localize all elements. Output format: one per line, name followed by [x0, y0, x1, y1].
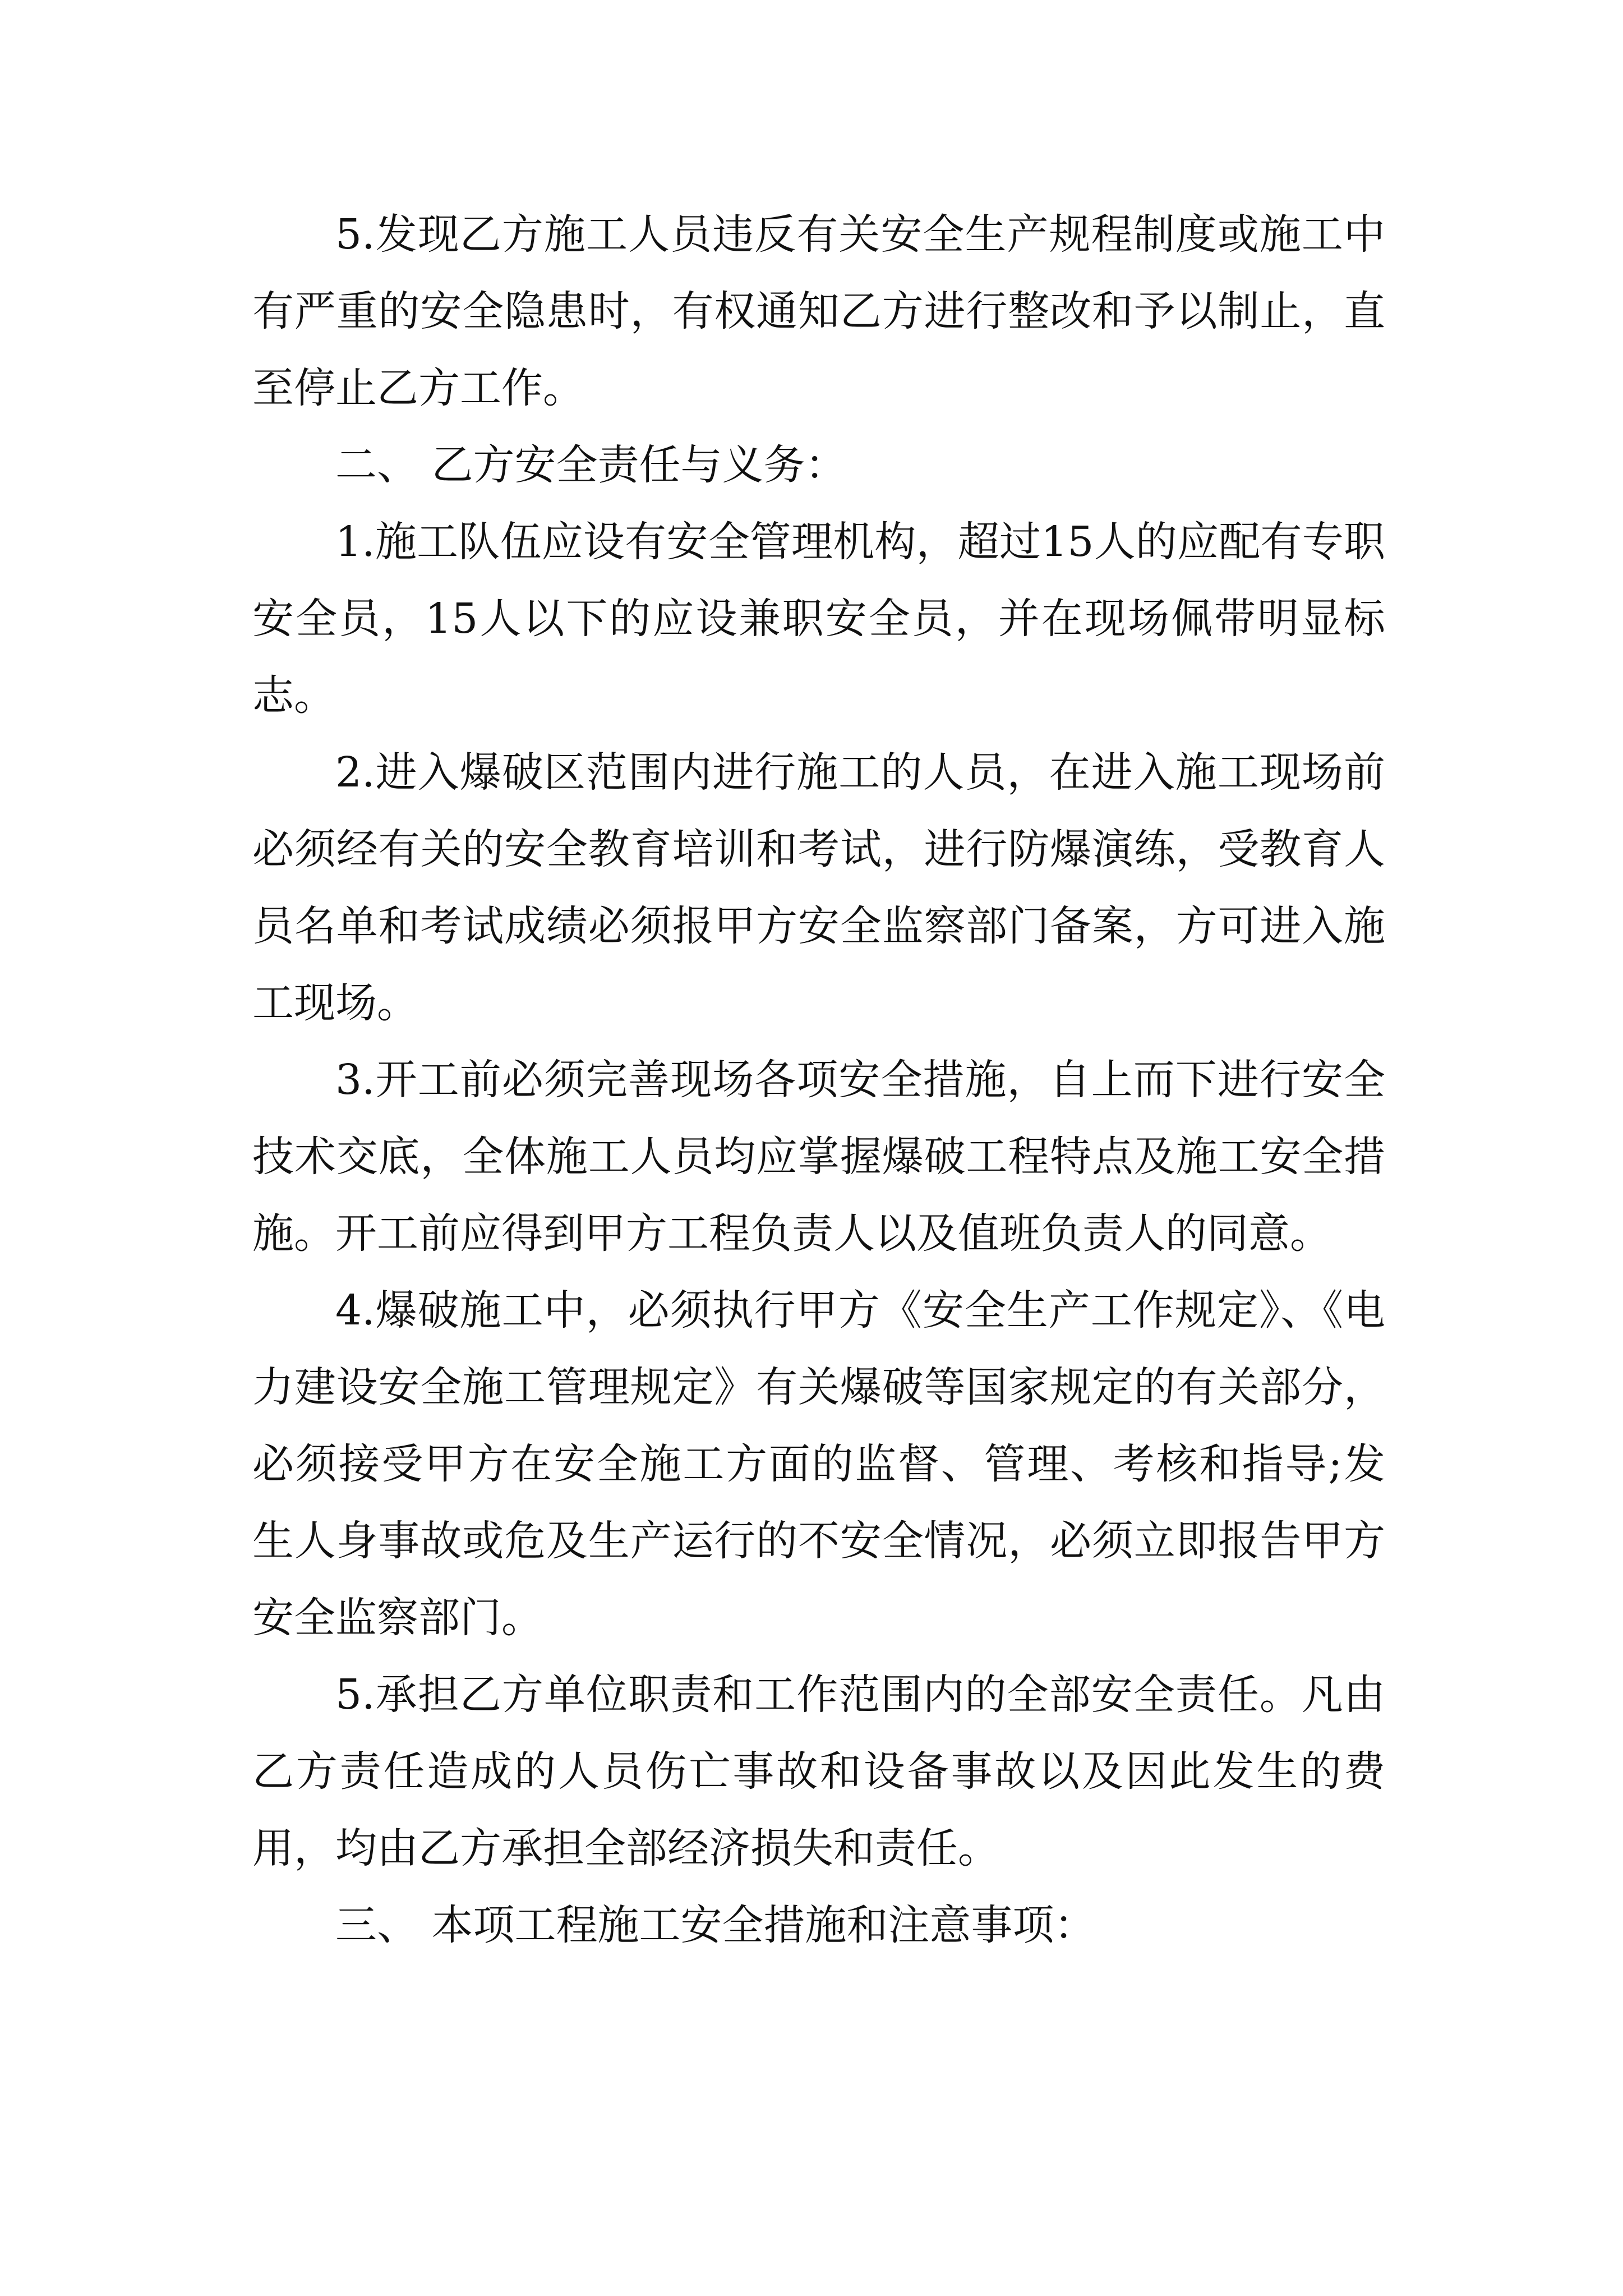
paragraph-contractor-duty-3: 3.开工前必须完善现场各项安全措施，自上而下进行安全技术交底，全体施工人员均应掌握爆破工程特点及施工安全措施。开工前应得到甲方工程负责人以及值班负责人的同意。 [252, 1056, 1385, 1258]
paragraph-contractor-duty-1: 1.施工队伍应设有安全管理机构，超过15人的应配有专职安全员，15人以下的应设兼职安全员，并在现场佩带明显标志。 [252, 518, 1385, 720]
section-heading-2: 二、 乙方安全责任与义务： [335, 441, 847, 489]
paragraph-owner-duty-5: 5.发现乙方施工人员违反有关安全生产规程制度或施工中有严重的安全隐患时，有权通知乙方进行整改和予以制止，直至停止乙方工作。 [252, 210, 1385, 412]
document-body [252, 196, 1385, 1964]
paragraph-contractor-duty-2: 2.进入爆破区范围内进行施工的人员，在进入施工现场前必须经有关的安全教育培训和考试，进行防爆演练，受教育人员名单和考试成绩必须报甲方安全监察部门备案，方可进入施工现场。 [252, 748, 1385, 1027]
paragraph-contractor-duty-4: 4.爆破施工中，必须执行甲方《安全生产工作规定》、《电力建设安全施工管理规定》有关爆破等国家规定的有关部分，必须接受甲方在安全施工方面的监督、管理、考核和指导;发生人身事故或危及生产运行的不安全情况，必须立即报告甲方安全监察部门。 [252, 1286, 1385, 1642]
paragraph-contractor-duty-5: 5.承担乙方单位职责和工作范围内的全部安全责任。凡由乙方责任造成的人员伤亡事故和设备事故以及因此发生的费用，均由乙方承担全部经济损失和责任。 [252, 1671, 1385, 1872]
section-heading-3: 三、 本项工程施工安全措施和注意事项： [335, 1901, 1096, 1949]
